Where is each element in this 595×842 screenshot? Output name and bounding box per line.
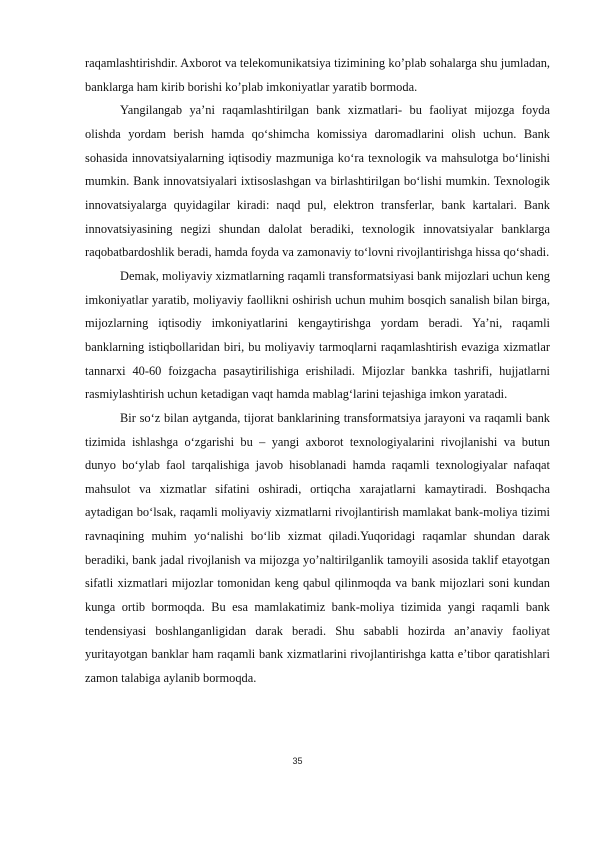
paragraph-continuation: raqamlashtirishdir. Axborot va telekomunikatsiya tizimining ko’plab sohalarga shu jumladan, banklarga ham kirib borishi ko’plab imkoniyatlar yaratib bormoda. [85, 56, 550, 94]
page-number: 35 [292, 756, 303, 766]
paragraph-conclusion: Bir so‘z bilan aytganda, tijorat banklarining transformatsiya jarayoni va raqamli bank tizimida ishlashga o‘zgarishi bu – yangi axborot texnologiyalarini rivojlanishi va butun dunyo bo‘ylab faol tarqalishiga javob hisoblanadi hamda raqamli texnologiyalar nafaqat mahsulot va xizmatlar sifatini oshiradi, ortiqcha xarajatlarni kamaytiradi. Boshqacha aytadigan bo‘lsak, raqamli moliyaviy xizmatlarni rivojlantirish mamlakat bank-moliya tizimi ravnaqining muhim yo‘nalishi bo‘lib xizmat qiladi.Yuqoridagi raqamlar shundan darak beradiki, bank jadal rivojlanish va mijozga yo’naltirilganlik tamoyili asosida taklif etayotgan sifatli xizmatlari mijozlar tomonidan keng qabul qilinmoqda va bank mijozlari soni kundan kunga ortib bormoqda. Bu esa mamlakatimiz bank-moliya tizimida yangi raqamli bank tendensiyasi boshlanganligidan darak beradi. Shu sababli hozirda an’anaviy faoliyat yuritayotgan banklar ham raqamli bank xizmatlarini rivojlantirishga katta e’tibor qaratishlari zamon talabiga aylanib bormoqda. [85, 410, 550, 686]
paragraph-digital-bank-services: Yangilangab ya’ni raqamlashtirilgan bank xizmatlari- bu faoliyat mijozga foyda olishda yordam berish hamda qo‘shimcha komissiya daromadlarini olish uchun. Bank sohasida innovatsiyalarning iqtisodiy mazmuniga ko‘ra texnologik va mahsulotga bo‘linishi mumkin. Bank innovatsiyalari ixtisoslashgan va birlashtirilgan bo‘lishi mumkin. Texnologik innovatsiyalarga quyidagilar kiradi: naqd pul, elektron transferlar, bank kartalari. Bank innovatsiyasining negizi shundan dalolat beradiki, texnologik innovatsiyalar banklarga raqobatbardoshlik beradi, hamda foyda va zamonaviy to‘lovni rivojlantirishga hissa qo‘shadi. [85, 103, 550, 260]
document-body [85, 52, 550, 691]
paragraph-digital-transformation: Demak, moliyaviy xizmatlarning raqamli transformatsiyasi bank mijozlari uchun keng imkoniyatlar yaratib, moliyaviy faollikni oshirish uchun muhim bosqich sanalish bilan birga, mijozlarning iqtisodiy imkoniyatlarini kengaytirishga yordam beradi. Ya’ni, raqamli banklarning istiqbollaridan biri, bu moliyaviy tarmoqlarni raqamlashtirish evaziga xizmatlar tannarxi 40-60 foizgacha pasaytirilishiga erishiladi. Mijozlar bankka tashrifi, hujjatlarni rasmiylashtirish uchun ketadigan vaqt hamda mablag‘larini tejashiga imkon yaratadi. [85, 268, 550, 402]
